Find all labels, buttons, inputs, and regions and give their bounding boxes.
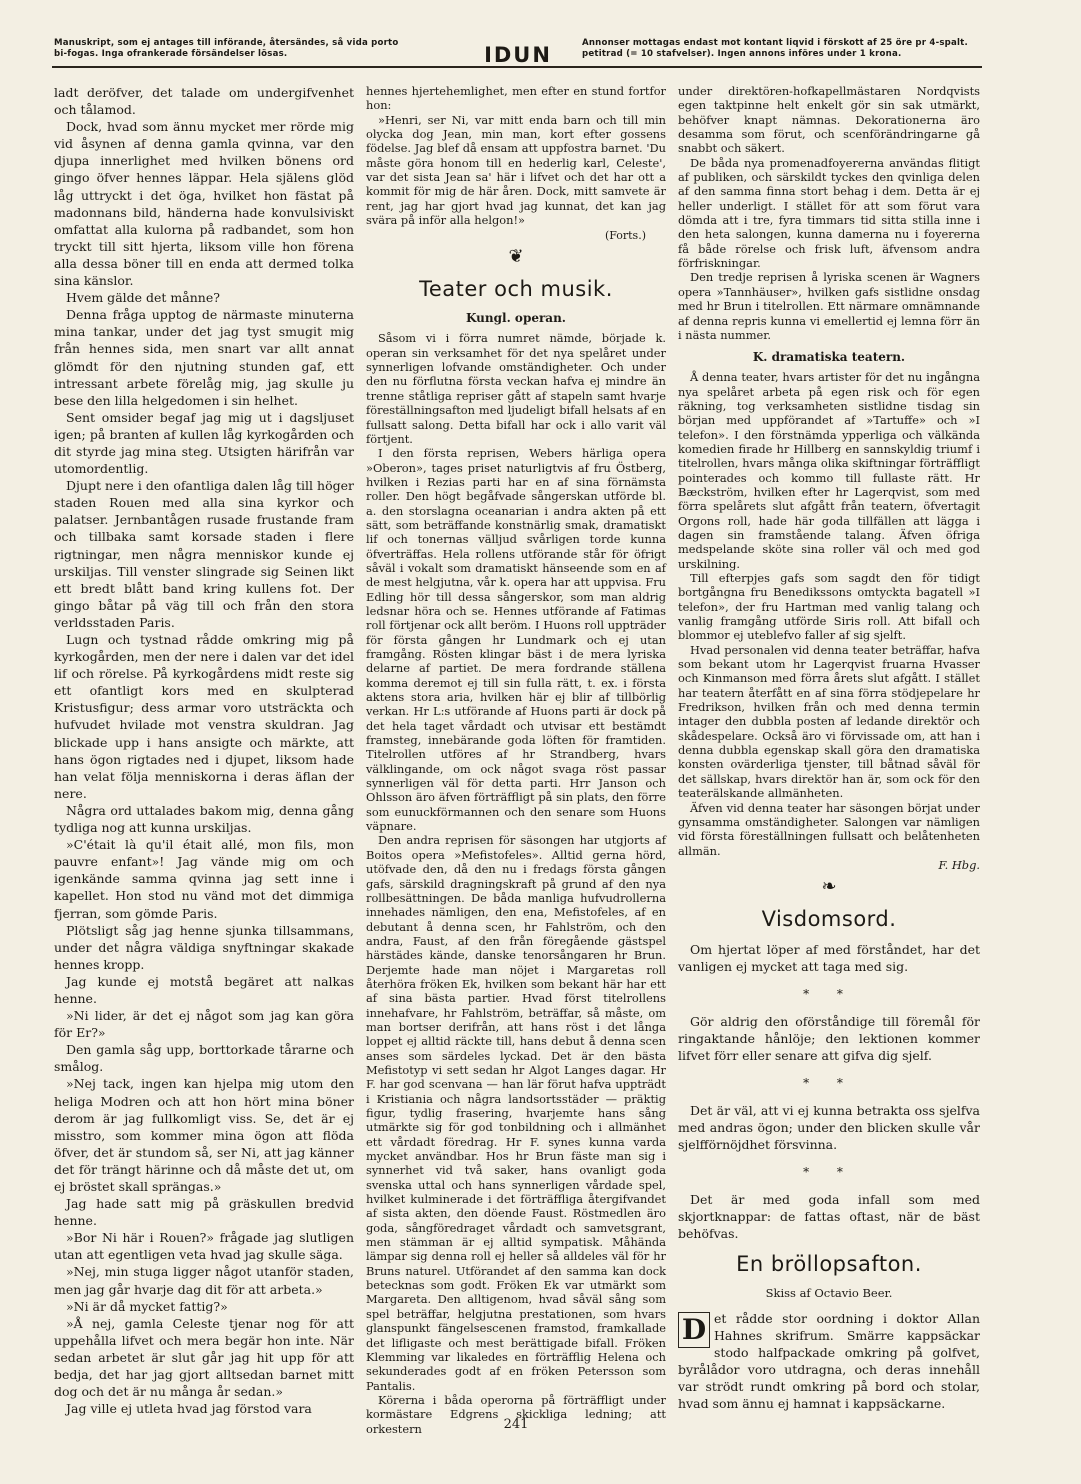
masthead	[52, 38, 982, 68]
paragraph: »Å nej, gamla Celeste tjenar nog för att uppehålla lifvet och mera begär hon inte. När sedan arbetet är slut går jag hit upp för att bedja, det har jag gjort alltsedan barnet mitt dog och det är nu många år sedan.»	[54, 1315, 354, 1400]
section-title-story: En bröllopsafton.	[736, 1252, 922, 1277]
stars-divider: * *	[803, 1165, 855, 1180]
paragraph: Såsom vi i förra numret nämde, började k. operan sin verksamhet för det nya spelåret under synnerligen lofvande omständigheter. Och under den nu förflutna första veckan hafva ej mindre än trenne ståtliga repriser gått af stapeln samt hvarje föreställningsafton med ljudeligt bifall helsats af en fullsatt salong. Detta bifall har ock i allo varit väl förtjent.	[366, 331, 666, 446]
paragraph: »Bor Ni här i Rouen?» frågade jag slutligen utan att egentligen veta hvad jag skulle säga.	[54, 1230, 354, 1263]
paragraph: Jag hade satt mig på gräskullen bredvid henne.	[54, 1196, 354, 1229]
paragraph: »Nej, min stuga ligger något utanför staden, men jag går hvarje dag dit för att arbeta.»	[54, 1264, 354, 1297]
signature: F. Hbg.	[938, 857, 980, 872]
paragraph: Å denna teater, hvars artister för det nu ingångna nya spelåret arbeta på egen risk och för egen räkning, tog verksamheten sistlidne tisdag sin början med uppförandet af »Tartuffe» och »I telefon». I den förstnämda ypperliga och välkända komedien firade hr Hillberg en sannskyldig triumf i titelrollen, hvars många olika skiftningar förträffligt pointerades och kommo till fullaste rätt. Hr Bæckström, hvilken efter hr Lagerqvist, som med förra spelårets slut afgått från teatern, öfvertagit Orgons roll, hade här goda tillfällen att lägga i dagen sin framstående talang. Äfven öfriga medspelande sköte sina roller väl och med god urskilning.	[678, 370, 980, 571]
column-2	[366, 84, 666, 1436]
masthead-notice-right: Annonser mottagas endast mot kontant liqvid i förskott af 25 öre pr 4-spalt. petitrad (= 10 stafvelser). Ingen annons införes under 1 krona.	[582, 38, 968, 59]
paragraph: Hvad personalen vid denna teater beträffar, hafva som bekant utom hr Lagerqvist fruarna Hvasser och Kinmanson med förra årets slut afgått. I stället har teatern återfått en af sina förra stödjepelare hr Fredrikson, hvilken från och med denna termin intager den dubbla posten af ledande direktör och skådespelare. Också äro vi förvissade om, att han i denna dubbla egenskap skall göra den dramatiska konsten ovärderliga tjenster, till båtnad såväl för det sällskap, hvars direktör han är, som ock för den teaterälskande allmänheten.	[678, 642, 980, 801]
paragraph: Körerna i båda operorna på förträffligt under kormästare Edgrens skickliga ledning; att orkestern	[366, 1392, 666, 1436]
subsection-title-dramatic: K. dramatiska teatern.	[752, 350, 906, 365]
story-byline: Skiss af Octavio Beer.	[765, 1286, 893, 1301]
masthead-title: IDUN	[484, 43, 552, 67]
stars-divider: * *	[803, 987, 855, 1002]
paragraph: Den gamla såg upp, borttorkade tårarne och smålog.	[54, 1042, 354, 1075]
paragraph: Den andra reprisen för säsongen har utgjorts af Boitos opera »Mefistofeles». Alltid gerna hörd, utöfvade den, då den nu i fredags första gången gafs, särskild dragningskraft på grund af den nya rollbesättningen. De båda manliga hufvudrollerna innehades nämligen, den ena, Mefistofeles, af en debutant å denna scen, hr Fahlström, och den andra, Faust, af den från föregående gästspel härstädes kände, danske tenorsångaren hr Brun. Derjemte hade man nöjet i Margaretas roll återhöra fröken Ek, hvilken som bekant här har ett af sina bästa partier. Hvad först titelrollens innehafvare, hr Fahlström, beträffar, så måste, om man bortser derifrån, att hans röst i det långa loppet ej alltid räckte till, hans debut å denna scen anses som särdeles lyckad. Det är den bästa Mefistotyp vi sett sedan hr Algot Langes dagar. Hr F. har god scenvana — han lär förut hafva uppträdt i Kristiania och några landsortsstäder — präktig figur, tydlig frasering, hvarjemte hans sång utmärkte sig för god tonbildning och i allmänhet ett vårdadt föredrag. Hr F. synes kunna varda mycket användbar. Hos hr Brun fäste man sig i synnerhet vid två saker, hans ovanligt goda svenska uttal och hans synnerligen vårdade spel, hvilket kulminerade i det förträffliga återgifvandet af sista akten, den döende Faust. Röstmedlen äro goda, sångföredraget vårdadt och samvetsgrant, men stämman är ej alltid sympatisk. Måhända lämpar sig denna roll ej heller så alldeles väl för hr Bruns naturel. Utförandet af den samma kan dock betecknas som godt. Fröken Ek var utmärkt som Margareta. Den alltigenom, hvad såväl sång som spel beträffar, helgjutna prestationen, som hvars glanspunkt fängelsescenen framstod, framkallade det lifligaste och mest berättigade bifall. Fröken Klemming var likaledes en förträfflig Helena och sekunderades godt af en fröken Petersson som Pantalis.	[366, 833, 666, 1393]
paragraph: Djupt nere i den ofantliga dalen låg till höger staden Rouen med alla sina kyrkor och palatser. Jernbantågen rusade frustande fram och tillbaka samt korsade staden i flere rigtningar, men några menniskor kunde ej urskiljas. Till venster slingrade sig Seinen likt ett bredt blått band kring kullens fot. Der gingo båtar på väg till och från den stora verldsstaden Paris.	[54, 478, 354, 630]
stars-divider: * *	[803, 1076, 855, 1091]
column-3	[678, 84, 980, 1412]
page-number: 241	[503, 1417, 529, 1432]
column-1	[54, 84, 354, 1417]
drop-cap: D	[678, 1312, 710, 1348]
newspaper-page	[52, 38, 982, 1448]
story-opening	[678, 1310, 980, 1412]
masthead-notice-left: Manuskript, som ej antages till införande, återsändes, så vida porto bi-fogas. Inga ofrankerade försändelser lösas.	[54, 38, 399, 59]
paragraph: Till efterpjes gafs som sagdt den för tidigt bortgångna fru Benedikssons omtyckta bagatell »I telefon», der fru Hartman med vanlig talang och vanlig framgång utförde Siris roll. Att bifall och blommor ej uteblefvo faller af sig sjelft.	[678, 571, 980, 643]
wisdom-quote: Gör aldrig den oförståndige till föremål för ringaktande hånlöje; den lektionen kommer lifvet förr eller senare att gifva dig sjelf.	[678, 1014, 980, 1064]
paragraph: »Ni är då mycket fattig?»	[66, 1298, 228, 1314]
continued-note: (Forts.)	[604, 229, 646, 243]
paragraph: Dock, hvad som ännu mycket mer rörde mig vid åsynen af denna gamla qvinna, var den djupa innerlighet med hvilken bönens ord gingo öfver hennes läppar. Hela själens glöd låg uttryckt i det öga, hvilket hon fästat på madonnans bild, händerna hade konvulsiviskt omfattat alla kulorna på radbandet, som hon tryckt till sitt hjerta, liksom ville hon förena alla dessa böner till en enda att dermed tolka sina känslor.	[54, 119, 354, 289]
paragraph: »Henri, ser Ni, var mitt enda barn och till min olycka dog Jean, min man, kort efter gossens födelse. Jag blef då ensam att uppfostra barnet. 'Du måste göra honom till en hederlig karl, Celeste', var det sista Jean sa' här i lifvet och det har ott a kommit för mig de här åren. Dock, mitt samvete är rent, jag har gjort hvad jag kunnat, det kan jag svära på inför alla helgon!»	[366, 112, 666, 228]
section-title-wisdom: Visdomsord.	[761, 907, 897, 932]
paragraph: »C'était là qu'il était allé, mon fils, mon pauvre enfant»! Jag vände mig om och igenkände samma qvinna jag sett inne i kapellet. Hon stod nu vänd mot det dimmiga fjerran, som gömde Paris.	[54, 837, 354, 921]
paragraph: Plötsligt såg jag henne sjunka tillsammans, under det några väldiga snyftningar skakade hennes kropp.	[54, 922, 354, 972]
paragraph: Lugn och tystnad rådde omkring mig på kyrkogården, men der nere i dalen var det idel lif och rörelse. På kyrkogårdens midt reste sig ett ofantligt kors med en skulpterad Kristusfigur; dess armar voro utsträckta och hufvudet hvilade mot venstra skuldran. Jag blickade upp i hans ansigte och märkte, att hans ögon rigtades ned i djupet, liksom hade han velat följa menniskorna i deras äflan der nere.	[54, 632, 354, 801]
section-title-theater: Teater och musik.	[419, 277, 613, 302]
wisdom-quote: Det är med goda infall som med skjortknappar: de fattas oftast, när de bäst behöfvas.	[678, 1192, 980, 1242]
paragraph: Jag kunde ej motstå begäret att nalkas henne.	[54, 973, 354, 1006]
paragraph: »Nej tack, ingen kan hjelpa mig utom den heliga Modren och att hon hört mina böner derom är jag fullkomligt viss. Se, det är ej misstro, som kommer mina ögon att flöda öfver, det är stundom så, ser Ni, att jag känner det för trängt härinne och då måste det ut, om ej bröstet skall sprängas.»	[54, 1076, 354, 1194]
subsection-title-opera: Kungl. operan.	[466, 311, 566, 326]
paragraph: ladt deröfver, det talade om undergifvenhet och tålamod.	[54, 85, 354, 118]
paragraph: Jag ville ej utleta hvad jag förstod vara	[66, 1401, 312, 1417]
paragraph: I den första reprisen, Webers härliga opera »Oberon», tages priset naturligtvis af fru Östberg, hvilken i Rezias parti har en af sina förnämsta roller. Den högt begåfvade sångerskan utförde bl. a. den storslagna oceanarian i andra akten på ett sätt, som beträffande konstnärlig smak, dramatiskt lif och tonernas välljud svårligen torde kunna öfverträffas. Hela rollens utförande står för öfrigt såväl i vokalt som dramatiskt hänseende som en af de mest helgjutna, vår k. opera har att uppvisa. Fru Edling hör till dessa sångerskor, som man aldrig ledsnar höra och se. Hennes utförande af Fatimas roll förtjenar ock allt beröm. I Huons roll uppträder för första gången hr Lundmark och ej utan framgång. Rösten klingar bäst i de mera lyriska delarne af partiet. De mera fordrande ställena komma deremot ej till sin fulla rätt, t. ex. i första aktens stora aria, hvilken här ej blir af tillbörlig verkan. Hr L:s utförande af Huons parti är dock på det hela taget vårdadt och utvisar ett bestämdt framsteg, innebärande goda löften för framtiden. Titelrollen utföres af hr Strandberg, hvars välklingande, om ock något svaga röst passar synnerligen väl för detta parti. Hrr Janson och Ohlsson äro äfven förträffligt på sin plats, den förre som eunuckförmannen och den senare som Huons väpnare.	[366, 446, 666, 834]
paragraph: Den tredje reprisen å lyriska scenen är Wagners opera »Tannhäuser», hvilken gafs sistlidne onsdag med hr Brun i titelrollen. Ett närmare omnämnande af denna repris kunna vi emellertid ej lemna förr än i nästa nummer.	[678, 270, 980, 342]
paragraph: Sent omsider begaf jag mig ut i dagsljuset igen; på branten af kullen låg kyrkogården och dit styrde jag mina steg. Utsigten härifrån var utomordentlig.	[54, 409, 354, 477]
paragraph: Hvem gälde det månne?	[66, 290, 220, 306]
paragraph: Några ord uttalades bakom mig, denna gång tydliga nog att kunna urskiljas.	[54, 802, 354, 836]
paragraph: Äfven vid denna teater har säsongen börjat under gynsamma omständigheter. Salongen var nämligen vid första föreställningen fullsatt och belåtenheten allmän.	[678, 800, 980, 858]
ornament-icon: ❦	[508, 246, 524, 268]
paragraph: under direktören-hofkapellmästaren Nordqvists egen taktpinne helt enkelt gör sin sak utmärkt, behöfver knapt nämnas. Dekorationerna äro desamma som förut, och scenförändringarne gå snabbt och säkert.	[678, 84, 980, 156]
paragraph: De båda nya promenadfoyererna användas flitigt af publiken, och särskildt tyckes den qvinliga delen af den samma finna stort behag i dem. Detta är ej heller underligt. I stället för att som förut vara dömda att i tre, fyra timmars tid sitta stilla inne i den heta salongen, kunna damerna nu i foyererna få både rörelse och frisk luft, äfvensom andra förfriskningar.	[678, 155, 980, 271]
paragraph: Denna fråga upptog de närmaste minuterna mina tankar, under det jag tyst smugit mig från hennes sida, men snart var allt annat glömdt för den njutning stunden gaf, ett intressant arbete förelåg mig, jag skulle ju bese den lilla helgedomen i sin helhet.	[54, 307, 354, 408]
wisdom-quote: Det är väl, att vi ej kunna betrakta oss sjelfva med andras ögon; under den blicken skulle vår sjelfförnöjdhet försvinna.	[678, 1103, 980, 1153]
paragraph: »Ni lider, är det ej något som jag kan göra för Er?»	[54, 1008, 354, 1041]
story-text: et rådde stor oordning i doktor Allan Hahnes skrifrum. Smärre kappsäckar stodo halfpackade omkring på golfvet, byrålådor voro utdragna, och deras innehåll var strödt rundt omkring på bord och stolar, hvad som ännu ej hamnat i kappsäckarne.	[678, 1311, 980, 1412]
ornament-icon: ❧	[821, 876, 837, 898]
wisdom-quote: Om hjertat löper af med förståndet, har det vanligen ej mycket att taga med sig.	[678, 942, 980, 975]
paragraph: hennes hjertehemlighet, men efter en stund fortfor hon:	[366, 84, 666, 113]
